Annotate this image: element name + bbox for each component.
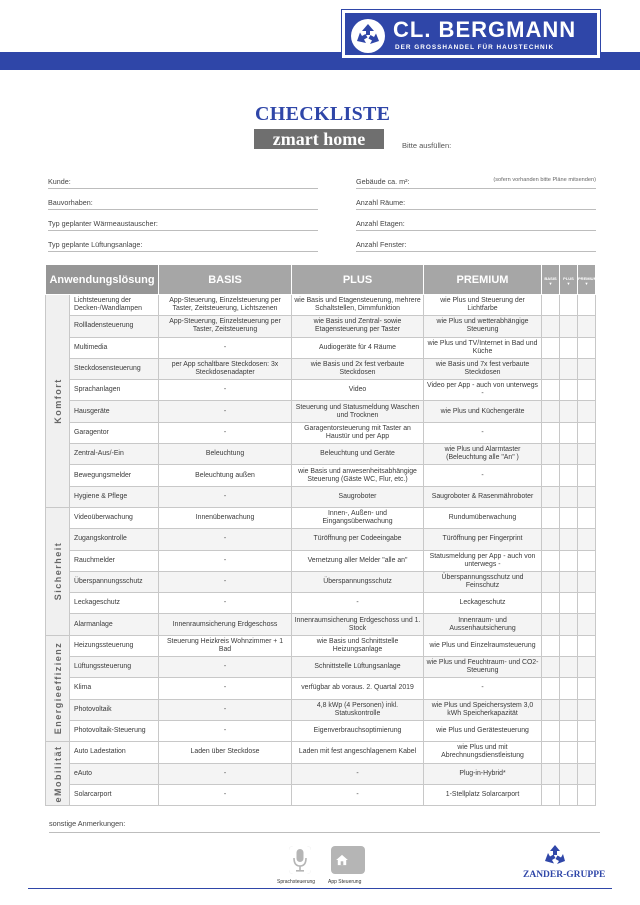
premium-cell: Leckageschutz: [424, 593, 542, 614]
premium-cell: wie Plus und Alarmtaster (Beleuchtung alle "An" ): [424, 444, 542, 465]
basis-cell: -: [159, 337, 292, 358]
checkbox-basis[interactable]: [542, 316, 560, 337]
category-cell: [46, 507, 70, 635]
checkbox-plus[interactable]: [560, 295, 578, 316]
premium-cell: Plug-in-Hybrid*: [424, 763, 542, 784]
checkbox-plus[interactable]: [560, 507, 578, 528]
checkbox-premium[interactable]: [578, 316, 596, 337]
basis-cell: -: [159, 571, 292, 592]
table-row: [46, 657, 596, 678]
feature-cell: Alarmanlage: [70, 614, 159, 635]
checkbox-plus[interactable]: [560, 358, 578, 379]
header-check-basis: BASIS ▼: [542, 265, 560, 295]
checkbox-premium[interactable]: [578, 465, 596, 486]
checkbox-premium[interactable]: [578, 635, 596, 656]
feature-cell: Rollladensteuerung: [70, 316, 159, 337]
checkbox-plus[interactable]: [560, 422, 578, 443]
plus-cell: wie Basis und Zentral- sowie Etagensteuerung per Taster: [292, 316, 424, 337]
plus-cell: Überspannungsschutz: [292, 571, 424, 592]
plus-cell: Audiogeräte für 4 Räume: [292, 337, 424, 358]
plus-cell: Türöffnung per Codeeingabe: [292, 529, 424, 550]
basis-cell: -: [159, 550, 292, 571]
checkbox-basis[interactable]: [542, 571, 560, 592]
checkbox-premium[interactable]: [578, 699, 596, 720]
plus-cell: 4,8 kWp (4 Personen) inkl. Statuskontrolle: [292, 699, 424, 720]
footer-divider: [28, 888, 612, 889]
checkbox-basis[interactable]: [542, 678, 560, 699]
zander-logo-icon: [540, 842, 570, 872]
plus-cell: -: [292, 784, 424, 805]
feature-cell: eAuto: [70, 763, 159, 784]
premium-cell: wie Plus und Einzelraumsteuerung: [424, 635, 542, 656]
checkbox-premium[interactable]: [578, 657, 596, 678]
checkbox-basis[interactable]: [542, 507, 560, 528]
basis-cell: -: [159, 699, 292, 720]
premium-cell: Statusmeldung per App - auch von unterwegs -: [424, 550, 542, 571]
basis-cell: -: [159, 657, 292, 678]
feature-cell: Steckdosensteuerung: [70, 358, 159, 379]
feature-cell: Videoüberwachung: [70, 507, 159, 528]
table-row: [46, 465, 596, 486]
premium-cell: -: [424, 422, 542, 443]
notes-label: sonstige Anmerkungen:: [49, 819, 126, 828]
premium-cell: wie Basis und 7x fest verbaute Steckdosen: [424, 358, 542, 379]
feature-cell: Solarcarport: [70, 784, 159, 805]
checkbox-plus[interactable]: [560, 720, 578, 741]
field-raeume[interactable]: [356, 198, 596, 210]
feature-cell: Leckageschutz: [70, 593, 159, 614]
table-row: [46, 507, 596, 528]
header-plus: PLUS: [292, 265, 424, 295]
plus-cell: wie Basis und Etagensteuerung, mehrere Schaltstellen, Dimmfunktion: [292, 295, 424, 316]
feature-cell: Multimedia: [70, 337, 159, 358]
checkbox-plus[interactable]: [560, 742, 578, 763]
feature-cell: Garagentor: [70, 422, 159, 443]
plus-cell: Eigenverbrauchsoptimierung: [292, 720, 424, 741]
page-title: CHECKLISTE: [255, 103, 391, 125]
plus-cell: Vernetzung aller Melder "alle an": [292, 550, 424, 571]
brand-tagline: DER GROSSHANDEL FÜR HAUSTECHNIK: [395, 44, 555, 51]
checkbox-basis[interactable]: [542, 614, 560, 635]
checkbox-premium[interactable]: [578, 507, 596, 528]
checkbox-plus[interactable]: [560, 486, 578, 507]
premium-cell: Saugroboter & Rasenmähroboter: [424, 486, 542, 507]
table-row: [46, 784, 596, 805]
premium-cell: wie Plus und wetterabhängige Steuerung: [424, 316, 542, 337]
checkbox-premium[interactable]: [578, 720, 596, 741]
basis-cell: -: [159, 422, 292, 443]
feature-cell: Zugangskontrolle: [70, 529, 159, 550]
checkbox-basis[interactable]: [542, 401, 560, 422]
plus-cell: Innen-, Außen- und Eingangsüberwachung: [292, 507, 424, 528]
checkbox-basis[interactable]: [542, 550, 560, 571]
field-label: Typ geplanter Wärmeaustauscher:: [48, 219, 158, 228]
header-check-premium: PREMIUM ▼: [578, 265, 596, 295]
header-anwendungsloesung: Anwendungslösung: [46, 265, 159, 295]
plus-cell: -: [292, 593, 424, 614]
checkbox-plus[interactable]: [560, 380, 578, 401]
feature-cell: Klima: [70, 678, 159, 699]
basis-cell: -: [159, 784, 292, 805]
basis-cell: -: [159, 763, 292, 784]
table-row: [46, 529, 596, 550]
checkbox-plus[interactable]: [560, 529, 578, 550]
checkbox-plus[interactable]: [560, 614, 578, 635]
checkbox-premium[interactable]: [578, 593, 596, 614]
checkbox-premium[interactable]: [578, 358, 596, 379]
feature-cell: Heizungssteuerung: [70, 635, 159, 656]
checkbox-premium[interactable]: [578, 742, 596, 763]
footer-caption-voice: Sprachsteuerung: [277, 879, 316, 885]
premium-cell: wie Plus und Gerätesteuerung: [424, 720, 542, 741]
checkbox-premium[interactable]: [578, 380, 596, 401]
category-label: eMobilität: [52, 745, 63, 803]
checkbox-basis[interactable]: [542, 380, 560, 401]
field-label: Anzahl Fenster:: [356, 240, 407, 249]
basis-cell: App-Steuerung, Einzelsteuerung per Taster, Zeitsteuerung, Lichtszenen: [159, 295, 292, 316]
partner-name: ZANDER-GRUPPE: [523, 870, 606, 880]
field-note: (sofern vorhanden bitte Pläne mitsenden): [493, 177, 596, 183]
plus-cell: wie Basis und anwesenheitsabhängige Steuerung (Gäste WC, Flur, etc.): [292, 465, 424, 486]
table-row: [46, 635, 596, 656]
premium-cell: -: [424, 465, 542, 486]
premium-cell: Türöffnung per Fingerprint: [424, 529, 542, 550]
category-cell: [46, 295, 70, 508]
checkbox-basis[interactable]: [542, 337, 560, 358]
feature-cell: Lüftungssteuerung: [70, 657, 159, 678]
premium-cell: wie Plus und Speichersystem 3,0 kWh Speicherkapazität: [424, 699, 542, 720]
table-row: [46, 678, 596, 699]
checkbox-basis[interactable]: [542, 486, 560, 507]
table-row: [46, 380, 596, 401]
checkbox-premium[interactable]: [578, 401, 596, 422]
checkbox-plus[interactable]: [560, 763, 578, 784]
field-fenster[interactable]: [356, 240, 596, 252]
header-premium: PREMIUM: [424, 265, 542, 295]
table-header-row: [46, 265, 596, 295]
plus-cell: Innenraumsicherung Erdgeschoss und 1. Stock: [292, 614, 424, 635]
table-row: [46, 486, 596, 507]
plus-cell: Garagentorsteuerung mit Taster an Haustür und per App: [292, 422, 424, 443]
table-row: [46, 337, 596, 358]
checkbox-plus[interactable]: [560, 784, 578, 805]
checkbox-plus[interactable]: [560, 444, 578, 465]
fill-hint: Bitte ausfüllen:: [402, 141, 452, 150]
category-label: Sicherheit: [52, 542, 63, 601]
checkbox-plus[interactable]: [560, 465, 578, 486]
feature-cell: Hygiene & Pflege: [70, 486, 159, 507]
feature-cell: Rauchmelder: [70, 550, 159, 571]
field-waermetauscher[interactable]: [48, 219, 318, 231]
plus-cell: -: [292, 763, 424, 784]
table-row: [46, 550, 596, 571]
feature-cell: Lichtsteuerung der Decken-/Wandlampen: [70, 295, 159, 316]
field-label: Anzahl Räume:: [356, 198, 406, 207]
field-label: Gebäude ca. m²:: [356, 177, 410, 186]
checkbox-premium[interactable]: [578, 422, 596, 443]
basis-cell: -: [159, 401, 292, 422]
checkbox-premium[interactable]: [578, 337, 596, 358]
checkbox-premium[interactable]: [578, 486, 596, 507]
premium-cell: wie Plus und Feuchtraum- und CO2-Steuerung: [424, 657, 542, 678]
basis-cell: -: [159, 380, 292, 401]
basis-cell: -: [159, 678, 292, 699]
footer-caption-app: App Steuerung: [328, 879, 362, 885]
basis-cell: per App schaltbare Steckdosen: 3x Steckdosenadapter: [159, 358, 292, 379]
feature-cell: Zentral-Aus/-Ein: [70, 444, 159, 465]
table-row: [46, 763, 596, 784]
basis-cell: Innenüberwachung: [159, 507, 292, 528]
field-etagen[interactable]: [356, 219, 596, 231]
category-label: Energieeffizienz: [52, 642, 63, 735]
checkbox-plus[interactable]: [560, 699, 578, 720]
feature-cell: Hausgeräte: [70, 401, 159, 422]
checkbox-basis[interactable]: [542, 784, 560, 805]
category-label: Komfort: [52, 378, 63, 424]
basis-cell: Innenraumsicherung Erdgeschoss: [159, 614, 292, 635]
premium-cell: Video per App - auch von unterwegs -: [424, 380, 542, 401]
field-kunde[interactable]: [48, 177, 318, 189]
table-row: [46, 571, 596, 592]
plus-cell: Schnittstelle Lüftungsanlage: [292, 657, 424, 678]
checkbox-basis[interactable]: [542, 444, 560, 465]
checkbox-plus[interactable]: [560, 316, 578, 337]
checkbox-basis[interactable]: [542, 422, 560, 443]
house-app-icon: [331, 846, 365, 874]
checkbox-plus[interactable]: [560, 337, 578, 358]
basis-cell: Beleuchtung: [159, 444, 292, 465]
feature-cell: Auto Ladestation: [70, 742, 159, 763]
checkbox-plus[interactable]: [560, 550, 578, 571]
feature-cell: Bewegungsmelder: [70, 465, 159, 486]
checkbox-premium[interactable]: [578, 763, 596, 784]
premium-cell: wie Plus und Steuerung der Lichtfarbe: [424, 295, 542, 316]
basis-cell: -: [159, 486, 292, 507]
checkbox-plus[interactable]: [560, 635, 578, 656]
table-row: [46, 401, 596, 422]
premium-cell: wie Plus und TV/Internet in Bad und Küche: [424, 337, 542, 358]
microphone-icon: [289, 846, 311, 874]
plus-cell: wie Basis und 2x fest verbaute Steckdosen: [292, 358, 424, 379]
checkbox-basis[interactable]: [542, 529, 560, 550]
checkbox-premium[interactable]: [578, 678, 596, 699]
checkbox-premium[interactable]: [578, 550, 596, 571]
basis-cell: Laden über Steckdose: [159, 742, 292, 763]
plus-cell: Beleuchtung und Geräte: [292, 444, 424, 465]
checkbox-premium[interactable]: [578, 571, 596, 592]
notes-field[interactable]: [49, 819, 600, 833]
brand-logo: [342, 10, 600, 58]
checkbox-plus[interactable]: [560, 657, 578, 678]
basis-cell: -: [159, 593, 292, 614]
table-row: [46, 699, 596, 720]
premium-cell: Innenraum- und Aussenhautsicherung: [424, 614, 542, 635]
checkbox-premium[interactable]: [578, 784, 596, 805]
field-lueftung[interactable]: [48, 240, 318, 252]
checkbox-basis[interactable]: [542, 358, 560, 379]
basis-cell: -: [159, 529, 292, 550]
field-label: Bauvorhaben:: [48, 198, 93, 207]
checkbox-basis[interactable]: [542, 699, 560, 720]
category-cell: [46, 635, 70, 741]
field-label: Kunde:: [48, 177, 71, 186]
mini-header-label: PLUS: [563, 275, 574, 281]
field-label: Anzahl Etagen:: [356, 219, 405, 228]
brand-name: CL. BERGMANN: [393, 17, 577, 42]
header-check-plus: PLUS ▼: [560, 265, 578, 295]
checkbox-basis[interactable]: [542, 742, 560, 763]
checkbox-basis[interactable]: [542, 763, 560, 784]
plus-cell: wie Basis und Schnittstelle Heizungsanlage: [292, 635, 424, 656]
checkbox-premium[interactable]: [578, 444, 596, 465]
plus-cell: verfügbar ab voraus. 2. Quartal 2019: [292, 678, 424, 699]
premium-cell: -: [424, 678, 542, 699]
checkbox-premium[interactable]: [578, 295, 596, 316]
plus-cell: Laden mit fest angeschlagenem Kabel: [292, 742, 424, 763]
checkbox-basis[interactable]: [542, 465, 560, 486]
checkbox-plus[interactable]: [560, 593, 578, 614]
table-row: [46, 358, 596, 379]
feature-cell: Sprachanlagen: [70, 380, 159, 401]
field-bauvorhaben[interactable]: [48, 198, 318, 210]
checklist-table: [45, 264, 596, 806]
basis-cell: App-Steuerung, Einzelsteuerung per Taster, Zeitsteuerung: [159, 316, 292, 337]
checkbox-basis[interactable]: [542, 635, 560, 656]
table-row: [46, 295, 596, 316]
table-row: [46, 593, 596, 614]
category-cell: [46, 742, 70, 806]
plus-cell: Saugroboter: [292, 486, 424, 507]
table-row: [46, 422, 596, 443]
page-subtitle: zmart home: [254, 129, 384, 149]
feature-cell: Photovoltaik-Steuerung: [70, 720, 159, 741]
feature-cell: Photovoltaik: [70, 699, 159, 720]
checkbox-basis[interactable]: [542, 295, 560, 316]
checkbox-basis[interactable]: [542, 593, 560, 614]
plus-cell: Video: [292, 380, 424, 401]
plus-cell: Steuerung und Statusmeldung Waschen und Trocknen: [292, 401, 424, 422]
table-row: [46, 614, 596, 635]
checkbox-premium[interactable]: [578, 529, 596, 550]
premium-cell: Überspannungsschutz und Feinschutz: [424, 571, 542, 592]
recycle-arrows-icon: [351, 19, 385, 53]
basis-cell: -: [159, 720, 292, 741]
table-row: [46, 444, 596, 465]
table-row: [46, 720, 596, 741]
mini-header-label: BASIS: [544, 275, 557, 281]
basis-cell: Beleuchtung außen: [159, 465, 292, 486]
checkbox-plus[interactable]: [560, 678, 578, 699]
checkbox-basis[interactable]: [542, 657, 560, 678]
premium-cell: wie Plus und Küchengeräte: [424, 401, 542, 422]
field-gebaeude[interactable]: [356, 177, 596, 189]
premium-cell: 1-Stellplatz Solarcarport: [424, 784, 542, 805]
checkbox-plus[interactable]: [560, 401, 578, 422]
basis-cell: Steuerung Heizkreis Wohnzimmer + 1 Bad: [159, 635, 292, 656]
mini-header-label: PREMIUM: [578, 275, 597, 281]
table-row: [46, 742, 596, 763]
field-label: Typ geplante Lüftungsanlage:: [48, 240, 143, 249]
header-basis: BASIS: [159, 265, 292, 295]
premium-cell: wie Plus und mit Abrechnungsdienstleistung: [424, 742, 542, 763]
premium-cell: Rundumüberwachung: [424, 507, 542, 528]
table-row: [46, 316, 596, 337]
feature-cell: Überspannungsschutz: [70, 571, 159, 592]
checkbox-premium[interactable]: [578, 614, 596, 635]
checkbox-plus[interactable]: [560, 571, 578, 592]
checkbox-basis[interactable]: [542, 720, 560, 741]
